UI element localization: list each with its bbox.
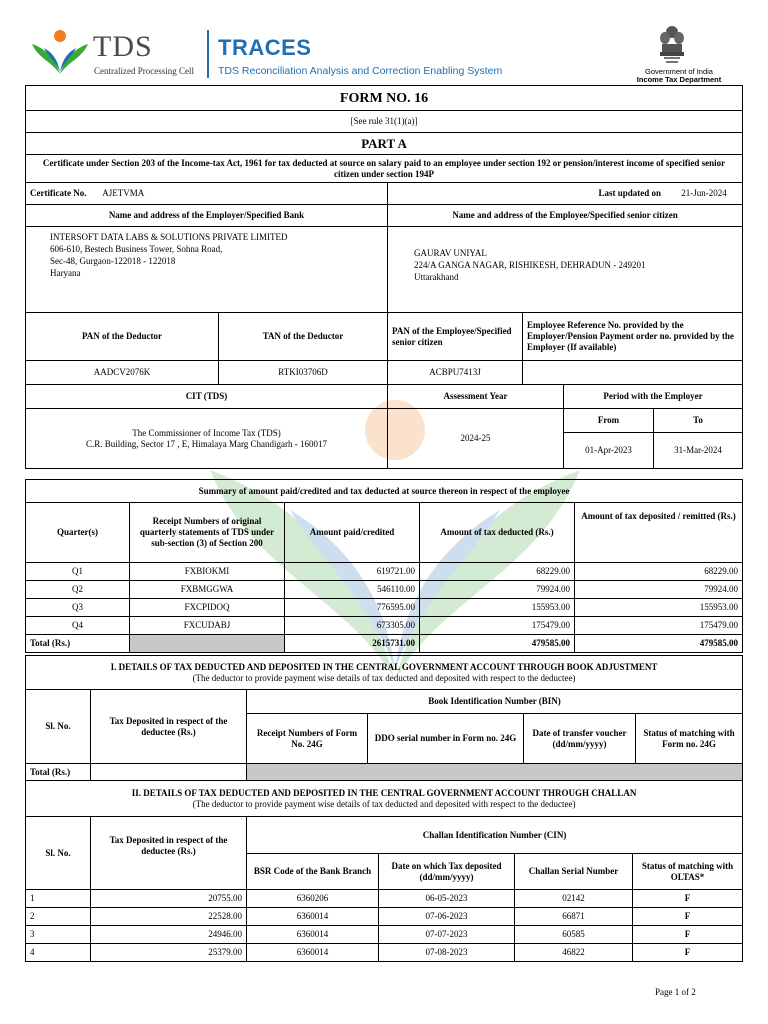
challan-table [25,780,743,962]
sec1-total-label: Total (Rs.) [26,764,91,781]
bsr-cell: 6360014 [247,926,379,944]
col-status-24g: Status of matching with Form no. 24G [636,714,743,764]
page-header [0,0,768,86]
table-row [26,944,743,962]
section1-heading [26,656,743,690]
col-cin: Challan Identification Number (CIN) [247,817,743,854]
period-from-value: 01-Apr-2023 [564,433,654,469]
col-challan-serial: Challan Serial Number [515,854,633,890]
sec1-total-empty [247,764,743,781]
sl-cell: 4 [26,944,91,962]
col-deposit-date: Date on which Tax deposited (dd/mm/yyyy) [379,854,515,890]
tax-cell: 22528.00 [91,908,247,926]
tds-logo-icon [30,28,90,76]
pan-deductor-value: AADCV2076K [26,361,219,385]
col-bsr-code: BSR Code of the Bank Branch [247,854,379,890]
last-updated-value: 21-Jun-2024 [681,188,727,198]
period-from-label: From [564,409,654,433]
sl-cell: 2 [26,908,91,926]
receipt-cell: FXBIOKMI [130,563,285,581]
certificate-no-cell [26,183,388,205]
cit-label: CIT (TDS) [26,385,388,409]
paid-cell: 546110.00 [285,581,420,599]
status-cell: F [633,926,743,944]
col-quarter: Quarter(s) [26,503,130,563]
total-label: Total (Rs.) [26,635,130,653]
period-to-label: To [654,409,743,433]
table-row [26,599,743,617]
pan-deductor-label: PAN of the Deductor [26,313,219,361]
assessment-year-label: Assessment Year [388,385,564,409]
tax-cell: 24946.00 [91,926,247,944]
emp-ref-label: Employee Reference No. provided by the Employer/Pension Payment order no. provided by the Employer (If available) [523,313,743,361]
col-sl-no: Sl. No. [26,817,91,890]
status-cell: F [633,890,743,908]
employer-line: 606-610, Bestech Business Tower, Sohna Road, [50,244,223,254]
col-sl-no: Sl. No. [26,690,91,764]
table-row [26,563,743,581]
gov-line-1: Government of India [645,67,713,76]
paid-cell: 776595.00 [285,599,420,617]
header-divider [207,30,209,78]
traces-title: TRACES [218,35,312,60]
cit-address [26,409,388,469]
serial-cell: 02142 [515,890,633,908]
total-row [26,764,743,781]
employee-line: 224/A GANGA NAGAR, RISHIKESH, DEHRADUN - 249201 [414,260,646,270]
date-cell: 06-05-2023 [379,890,515,908]
status-cell: F [633,908,743,926]
summary-title: Summary of amount paid/credited and tax deducted at source thereon in respect of the employee [26,480,743,503]
receipt-cell: FXCPIDOQ [130,599,285,617]
total-empty-cell [130,635,285,653]
employee-address [388,227,743,313]
deducted-cell: 155953.00 [420,599,575,617]
certificate-text: Certificate under Section 203 of the Income-tax Act, 1961 for tax deducted at source on salary paid to an employee under section 192 or pension/interest income of specified senior citizen under section 194P [26,155,743,183]
summary-table [25,479,743,653]
national-emblem-icon [657,24,687,68]
col-tax-deposited: Tax Deposited in respect of the deductee (Rs.) [91,817,247,890]
sl-cell: 3 [26,926,91,944]
quarter-cell: Q2 [26,581,130,599]
deposited-cell: 175479.00 [575,617,743,635]
employee-line: Uttarakhand [414,272,459,282]
paid-cell: 619721.00 [285,563,420,581]
employer-header: Name and address of the Employer/Specified Bank [26,205,388,227]
deposited-cell: 155953.00 [575,599,743,617]
section1-subtitle: (The deductor to provide payment wise details of tax deducted and deposited with respect to the deductee) [192,672,576,683]
period-label: Period with the Employer [564,385,743,409]
certificate-no-value: AJETVMA [102,188,145,198]
deducted-cell: 79924.00 [420,581,575,599]
table-row [26,926,743,944]
col-tax-deposited: Tax Deposited in respect of the deductee (Rs.) [91,690,247,764]
bsr-cell: 6360014 [247,944,379,962]
deducted-cell: 175479.00 [420,617,575,635]
col-receipt-24g: Receipt Numbers of Form No. 24G [247,714,368,764]
total-deposited: 479585.00 [575,635,743,653]
col-amount-paid: Amount paid/credited [285,503,420,563]
date-cell: 07-08-2023 [379,944,515,962]
total-row [26,635,743,653]
deposited-cell: 79924.00 [575,581,743,599]
section2-title: II. DETAILS OF TAX DEDUCTED AND DEPOSITED IN THE CENTRAL GOVERNMENT ACCOUNT THROUGH CHALLAN [131,787,637,798]
tan-deductor-label: TAN of the Deductor [219,313,388,361]
table-row [26,581,743,599]
employer-line: Sec-48, Gurgaon-122018 - 122018 [50,256,176,266]
employer-address [26,227,388,313]
serial-cell: 60585 [515,926,633,944]
form-title: FORM NO. 16 [26,86,743,111]
last-updated-cell [388,183,743,205]
emp-ref-value [523,361,743,385]
date-cell: 07-07-2023 [379,926,515,944]
table-row [26,617,743,635]
tds-subtitle: Centralized Processing Cell [94,66,194,76]
government-label [624,68,734,84]
total-paid: 2615731.00 [285,635,420,653]
traces-subtitle: TDS Reconciliation Analysis and Correction Enabling System [218,65,503,77]
section2-heading [26,781,743,817]
employee-line: GAURAV UNIYAL [414,248,487,258]
pan-employee-label: PAN of the Employee/Specified senior citizen [388,313,523,361]
table-row [26,908,743,926]
quarter-cell: Q3 [26,599,130,617]
sec1-total-value [91,764,247,781]
bsr-cell: 6360206 [247,890,379,908]
book-adjustment-table [25,655,743,781]
paid-cell: 673305.00 [285,617,420,635]
period-to-value: 31-Mar-2024 [654,433,743,469]
page-number: Page 1 of 2 [655,987,696,997]
col-ddo-serial: DDO serial number in Form no. 24G [368,714,524,764]
form-header-table [25,85,743,469]
employer-line: Haryana [50,268,81,278]
col-receipt: Receipt Numbers of original quarterly statements of TDS under sub-section (3) of Section 200 [130,503,285,563]
employee-header: Name and address of the Employee/Specified senior citizen [388,205,743,227]
serial-cell: 46822 [515,944,633,962]
quarter-cell: Q4 [26,617,130,635]
col-tax-deducted: Amount of tax deducted (Rs.) [420,503,575,563]
sl-cell: 1 [26,890,91,908]
serial-cell: 66871 [515,908,633,926]
deposited-cell: 68229.00 [575,563,743,581]
part-a-title: PART A [26,133,743,155]
form-rule: [See rule 31(1)(a)] [26,111,743,133]
deducted-cell: 68229.00 [420,563,575,581]
total-deducted: 479585.00 [420,635,575,653]
receipt-cell: FXCUDABJ [130,617,285,635]
assessment-year-value: 2024-25 [388,409,564,469]
col-transfer-date: Date of transfer voucher (dd/mm/yyyy) [524,714,636,764]
tax-cell: 25379.00 [91,944,247,962]
table-row [26,890,743,908]
certificate-no-label: Certificate No. [30,188,87,198]
col-tax-deposited: Amount of tax deposited / remitted (Rs.) [575,503,743,563]
pan-employee-value: ACBPU7413J [388,361,523,385]
quarter-cell: Q1 [26,563,130,581]
cit-line-2: C.R. Building, Sector 17 , E, Himalaya Marg Chandigarh - 160017 [85,438,328,449]
cit-line-1: The Commissioner of Income Tax (TDS) [132,427,281,438]
section2-subtitle: (The deductor to provide payment wise details of tax deducted and deposited with respect to the deductee) [192,798,576,809]
tds-title: TDS [93,30,153,63]
bsr-cell: 6360014 [247,908,379,926]
col-status-oltas: Status of matching with OLTAS* [633,854,743,890]
last-updated-label: Last updated on [598,188,662,198]
employer-line: INTERSOFT DATA LABS & SOLUTIONS PRIVATE LIMITED [50,232,288,242]
tax-cell: 20755.00 [91,890,247,908]
status-cell: F [633,944,743,962]
section1-title: I. DETAILS OF TAX DEDUCTED AND DEPOSITED IN THE CENTRAL GOVERNMENT ACCOUNT THROUGH BOOK ADJUSTMENT [110,661,658,672]
date-cell: 07-06-2023 [379,908,515,926]
col-bin: Book Identification Number (BIN) [247,690,743,714]
tan-deductor-value: RTKI03706D [219,361,388,385]
gov-line-2: Income Tax Department [636,75,722,84]
receipt-cell: FXBMGGWA [130,581,285,599]
